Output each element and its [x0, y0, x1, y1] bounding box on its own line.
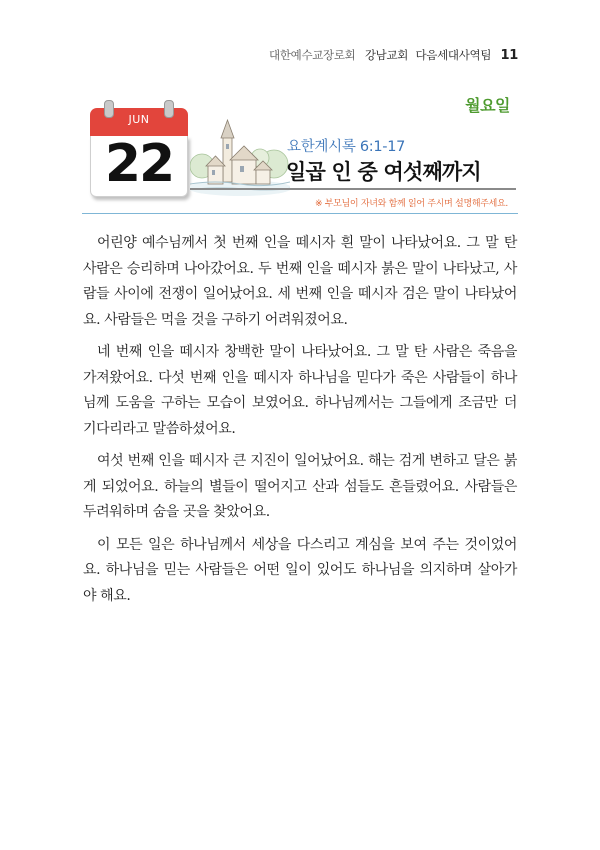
running-header	[269, 47, 518, 63]
weekday-label: 월요일	[465, 96, 510, 115]
title-underline	[190, 188, 516, 190]
body-paragraph-3: 여섯 번째 인을 떼시자 큰 지진이 일어났어요. 해는 검게 변하고 달은 붉게 되었어요. 하늘의 별들이 떨어지고 산과 섬들도 흔들렸어요. 사람들은 두려워하며 숨을 곳을 찾았어요.	[83, 453, 517, 520]
header-team: 다음세대사역팀	[415, 48, 492, 62]
body-paragraph-4: 이 모든 일은 하나님께서 세상을 다스리고 계심을 보여 주는 것이었어요. 하나님을 믿는 사람들은 어떤 일이 있어도 하나님을 의지하며 살아가야 해요.	[83, 536, 517, 604]
devotion-title: 일곱 인 중 여섯째까지	[286, 159, 481, 184]
page-number: 11	[500, 48, 518, 63]
header-divider	[82, 213, 518, 214]
body-paragraph-1: 어린양 예수님께서 첫 번째 인을 떼시자 흰 말이 나타났어요. 그 말 탄 사람은 승리하며 나아갔어요. 두 번째 인을 떼시자 붉은 말이 나타났고, 사람들 사이에 전쟁이 일어났어요. 세 번째 인을 떼시자 검은 말이 나타났어요. 사람들은 먹을 것을 구하기 어려워졌어요.	[83, 235, 517, 328]
header-org: 대한예수교장로회	[269, 48, 356, 62]
calendar-icon	[90, 100, 188, 200]
calendar-month: JUN	[128, 113, 150, 126]
calendar-day: 22	[104, 134, 174, 194]
scripture-reference: 요한계시록 6:1-17	[287, 139, 406, 155]
devotion-body	[83, 231, 517, 616]
church-village-illustration	[190, 118, 290, 196]
parent-note: ※ 부모님이 자녀와 함께 읽어 주시며 설명해주세요.	[314, 199, 508, 209]
header-church: 강남교회	[364, 48, 409, 62]
body-paragraph-2: 네 번째 인을 떼시자 창백한 말이 나타났어요. 그 말 탄 사람은 죽음을 가져왔어요. 다섯 번째 인을 떼시자 하나님을 믿다가 죽은 사람들이 하나님께 도움을 구하는 모습이 보였어요. 하나님께서는 그들에게 조금만 더 기다리라고 말씀하셨어요.	[83, 344, 517, 437]
